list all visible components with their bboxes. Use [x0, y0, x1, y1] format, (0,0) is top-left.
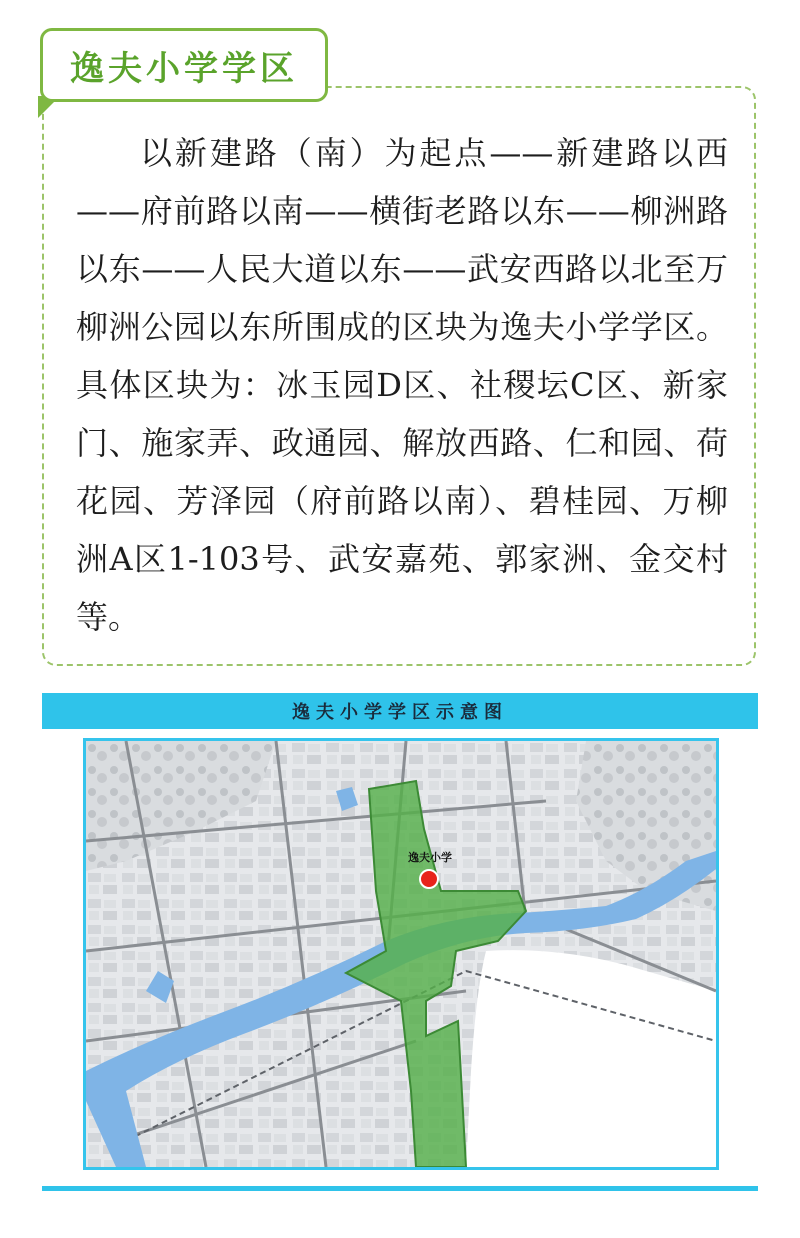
map-title: 逸夫小学学区示意图	[292, 702, 508, 723]
school-marker-label: 逸夫小学	[408, 851, 452, 864]
district-map	[86, 741, 716, 1167]
school-marker	[420, 870, 438, 888]
title-tab	[40, 28, 328, 102]
card-title: 逸夫小学学区	[70, 48, 298, 89]
lake-area	[466, 950, 716, 1167]
district-description: 以新建路（南）为起点——新建路以西——府前路以南——横街老路以东——柳洲路以东——人民大道以东——武安西路以北至万柳洲公园以东所围成的区块为逸夫小学学区。具体区块为：冰玉园D区、社稷坛C区、新家门、施家弄、政通园、解放西路、仁和园、荷花园、芳泽园（府前路以南）、碧桂园、万柳洲A区1-103号、武安嘉苑、郭家洲、金交村等。	[76, 134, 728, 636]
map-frame	[83, 738, 719, 1170]
map-bottom-line	[42, 1186, 758, 1191]
map-banner	[42, 693, 758, 729]
